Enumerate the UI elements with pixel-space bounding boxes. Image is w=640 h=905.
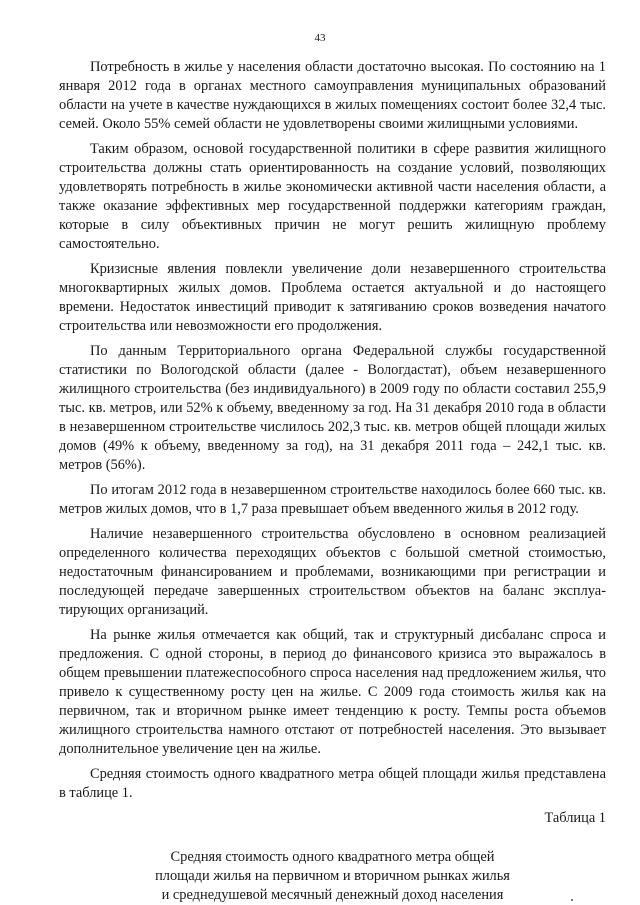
paragraph-crisis: Кризисные явления повлекли увеличение доли незавершенного строительства многоквартирных жилых домов. Проблема остается актуальной и до настоящего времени. Недостаток инвестиций приводит к затягиванию сроков возведения начатого строительства или невозможности его продолжения. — [59, 261, 606, 334]
table-title — [59, 848, 606, 905]
body-text — [59, 58, 606, 905]
paragraph-market-imbalance: На рынке жилья отмечается как общий, так и структурный дисбаланс спроса и предложения. С одной стороны, в период до финансового кризиса это выражалось в общем превышении платежеспособного спроса населения над предложением жилья, что привело к существенному росту цен на жилье. С 2009 года стоимость жилья как на первичном, так и вторичном рынке имеет тенденцию к росту. Темпы роста объемов жилищного строительства намного отстают от потребностей населения. Это вызывает дополнительное увеличение цен на жилье. — [59, 627, 606, 757]
page-number: 43 — [314, 32, 326, 44]
paragraph-state-policy: Таким образом, основой государственной политики в сфере развития жилищного строительства должны стать ориентированность на создание условий, позволяющих удовлетворять потребность в жилье экономически активной части населения области, а также оказание эффективных мер государственной поддержки категориям граждан, которые в силу объективных причин не могут решить жилищную проблему самостоятельно. — [59, 141, 606, 252]
paragraph-results-2012: По итогам 2012 года в незавершенном строительстве находилось более 660 тыс. кв. метров жилых домов, что в 1,7 раза превышает объем введенного жилья в 2012 году. — [59, 482, 606, 517]
paragraph-housing-need: Потребность в жилье у населения области достаточно высокая. По состоянию на 1 января 2012 года в органах местного самоуправления муниципальных образований области на учете в качестве нуждающихся в жилых помещениях состоит более 32,4 тыс. семей. Около 55% семей области не удовлетворены своими жилищными условиями. — [59, 59, 606, 132]
table-title-line: площади жилья на первичном и вторичном рынках жилья — [155, 868, 510, 884]
paragraph-unfinished-causes: Наличие незавершенного строительства обусловлено в основном реализацией определенного количества переходящих объектов с большой сметной стоимостью, недостаточным финансированием и проблемами, возникающими при регистрации и последующей передаче завершенных строительством объектов на баланс эксплуатирующих организаций. — [59, 526, 606, 618]
scan-speck — [571, 899, 573, 901]
paragraph-table-reference: Средняя стоимость одного квадратного метра общей площади жилья представлена в таблице 1. — [59, 766, 606, 801]
table-title-line: Средняя стоимость одного квадратного метра общей — [170, 849, 495, 865]
paragraph-statistics: По данным Территориального органа Федеральной службы государственной статистики по Вологодской области (далее - Вологдастат), объем незавершенного жилищного строительства (без индивидуального) в 2009 году по области составил 255,9 тыс. кв. метров, или 52% к объему, введенному за год. На 31 декабря 2010 года в области в незавершенном строительстве числилось 202,3 тыс. кв. метров общей площади жилых домов (49% к объему, введенному за год), на 31 декабря 2011 года – 242,1 тыс. кв. метров (56%). — [59, 343, 606, 473]
table-title-line: и среднедушевой месячный денежный доход населения — [161, 887, 504, 903]
table-label: Таблица 1 — [544, 810, 606, 826]
